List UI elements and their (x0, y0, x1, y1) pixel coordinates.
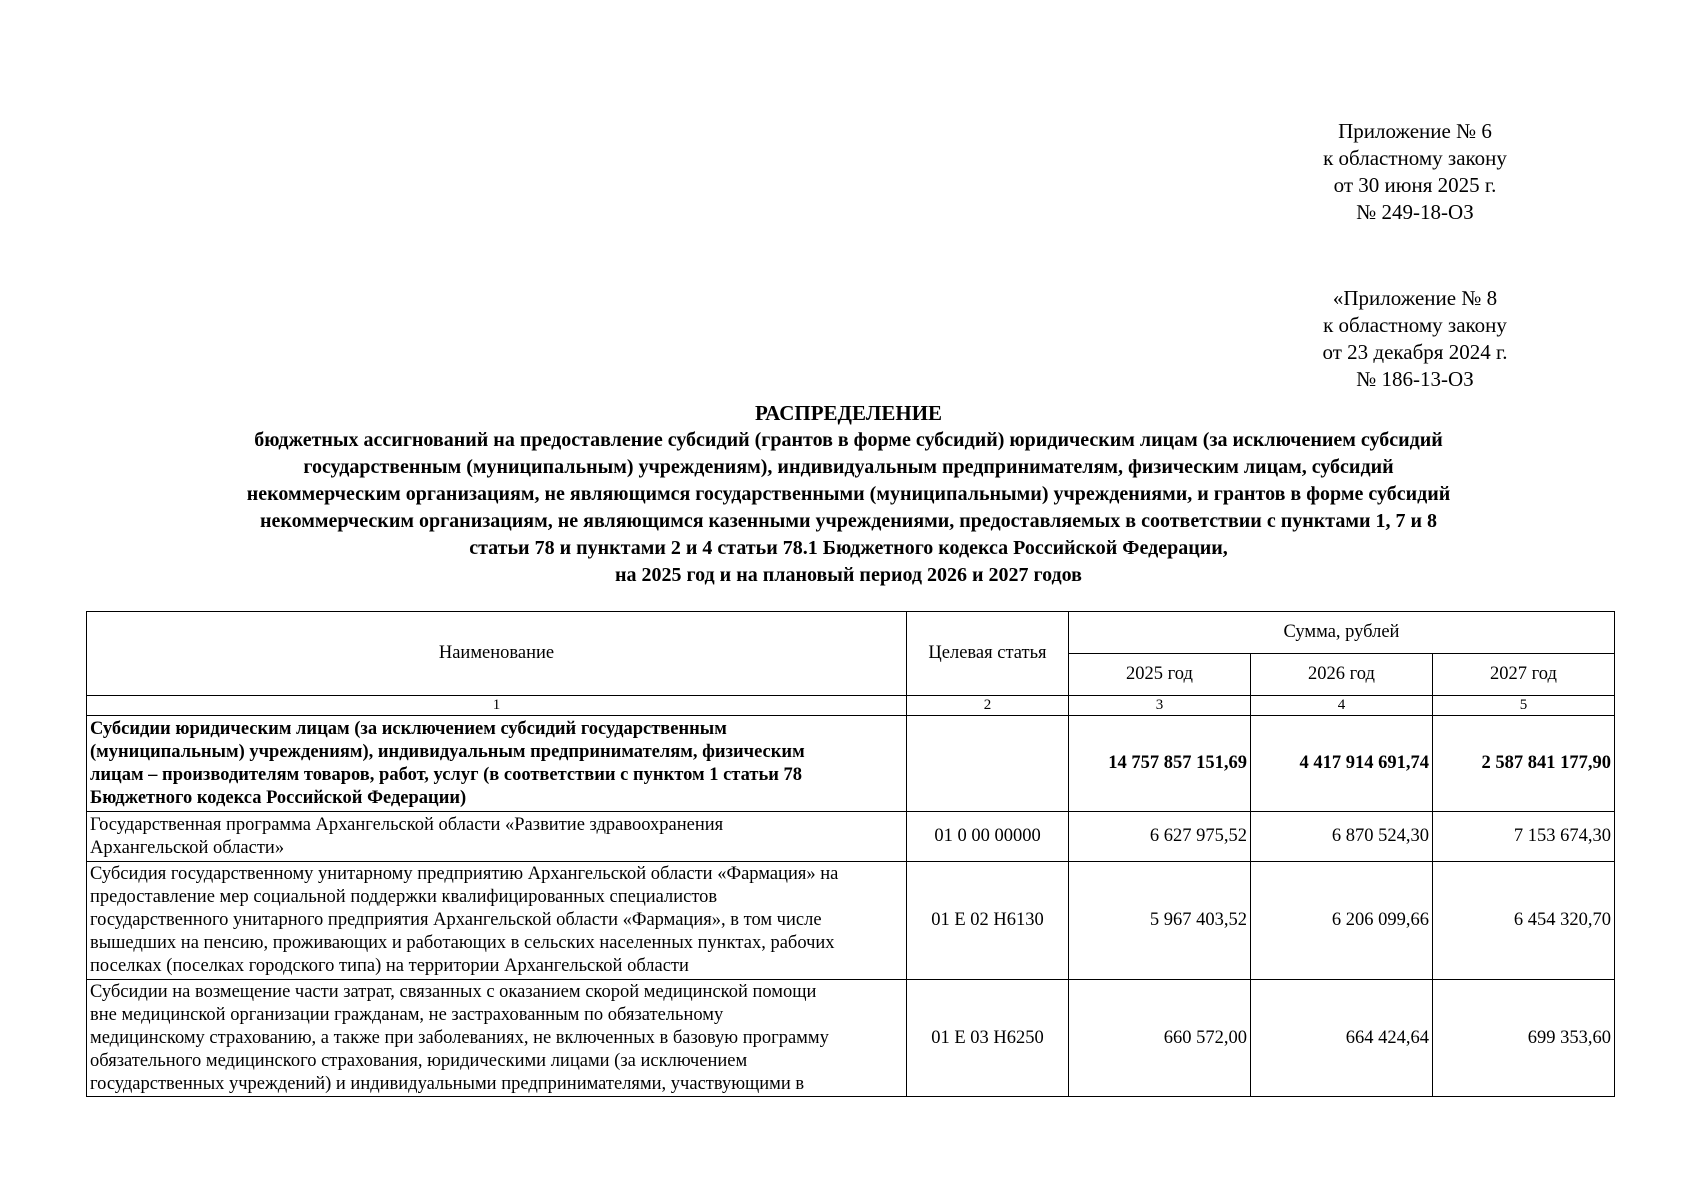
row-name-line: государственного унитарного предприятия Архангельской области «Фармация», в том числе (90, 910, 822, 930)
row-target (907, 716, 1069, 812)
column-number-row (87, 696, 1615, 716)
row-name-line: обязательного медицинского страхования, юридическими лицами (за исключением (90, 1051, 748, 1071)
column-number: 4 (1251, 696, 1433, 716)
annex-line: № 186-13-ОЗ (1356, 367, 1474, 391)
heading-line: бюджетных ассигнований на предоставление субсидий (грантов в форме субсидий) юридическим лицам (за исключением субсидий (254, 429, 1443, 451)
header-year-2025: 2025 год (1069, 654, 1251, 696)
column-number: 3 (1069, 696, 1251, 716)
row-name-line: Субсидии юридическим лицам (за исключением субсидий государственным (90, 718, 727, 739)
header-row (87, 612, 1615, 654)
row-sum-2026: 4 417 914 691,74 (1251, 716, 1433, 812)
row-name (87, 812, 907, 862)
row-sum-2025: 660 572,00 (1069, 980, 1251, 1097)
row-sum-2027: 2 587 841 177,90 (1433, 716, 1615, 812)
header-name: Наименование (87, 612, 907, 696)
row-name-line: поселках (поселках городского типа) на территории Архангельской области (90, 956, 689, 976)
row-sum-2025: 6 627 975,52 (1069, 812, 1251, 862)
row-name-line: вне медицинской организации гражданам, не застрахованным по обязательному (90, 1005, 724, 1025)
annex-line: № 249-18-ОЗ (1356, 200, 1474, 224)
row-target: 01 Е 02 Н6130 (907, 862, 1069, 980)
row-target: 01 Е 03 Н6250 (907, 980, 1069, 1097)
row-name-line: медицинскому страхованию, а также при заболеваниях, не включенных в базовую программу (90, 1028, 829, 1048)
row-sum-2025: 14 757 857 151,69 (1069, 716, 1251, 812)
row-name (87, 980, 907, 1097)
row-name-line: Субсидия государственному унитарному предприятию Архангельской области «Фармация» на (90, 864, 839, 884)
header-sum: Сумма, рублей (1069, 612, 1615, 654)
annex-current-reference (1265, 118, 1565, 226)
table-row (87, 980, 1615, 1097)
heading-line: статьи 78 и пунктами 2 и 4 статьи 78.1 Бюджетного кодекса Российской Федерации, (469, 537, 1228, 559)
annex-line: к областному закону (1323, 313, 1507, 337)
heading-line: некоммерческим организациям, не являющимся государственными (муниципальными) учреждениями, и грантов в форме субсидий (246, 483, 1451, 505)
heading-line: на 2025 год и на плановый период 2026 и 2027 годов (615, 564, 1082, 586)
row-target: 01 0 00 00000 (907, 812, 1069, 862)
header-target: Целевая статья (907, 612, 1069, 696)
row-sum-2026: 6 870 524,30 (1251, 812, 1433, 862)
row-name-line: Субсидии на возмещение части затрат, связанных с оказанием скорой медицинской помощи (90, 982, 817, 1002)
annex-previous-reference (1265, 285, 1565, 393)
row-name-line: вышедших на пенсию, проживающих и работающих в сельских населенных пунктах, рабочих (90, 933, 835, 953)
heading-line: государственным (муниципальным) учреждениям), индивидуальным предпринимателям, физическим лицам, субсидий (303, 456, 1394, 478)
row-name (87, 716, 907, 812)
header-year-2027: 2027 год (1433, 654, 1615, 696)
annex-line: «Приложение № 8 (1332, 286, 1498, 310)
row-sum-2027: 7 153 674,30 (1433, 812, 1615, 862)
table-row (87, 862, 1615, 980)
row-sum-2027: 699 353,60 (1433, 980, 1615, 1097)
document-title: РАСПРЕДЕЛЕНИЕ (754, 401, 943, 425)
budget-table (86, 611, 1615, 1097)
row-name (87, 862, 907, 980)
row-name-line: (муниципальным) учреждениям), индивидуальным предпринимателям, физическим (90, 741, 805, 762)
table-row (87, 716, 1615, 812)
annex-line: Приложение № 6 (1338, 119, 1492, 143)
column-number: 5 (1433, 696, 1615, 716)
row-name-line: Бюджетного кодекса Российской Федерации) (90, 787, 467, 808)
document-heading (95, 400, 1602, 589)
annex-line: к областному закону (1323, 146, 1507, 170)
header-year-2026: 2026 год (1251, 654, 1433, 696)
column-number: 1 (87, 696, 907, 716)
row-name-line: лицам – производителям товаров, работ, услуг (в соответствии с пунктом 1 статьи 78 (90, 764, 803, 785)
row-name-line: Государственная программа Архангельской области «Развитие здравоохранения (90, 814, 724, 835)
row-name-line: государственных учреждений) и индивидуальными предпринимателями, участвующими в (90, 1074, 805, 1094)
row-sum-2026: 6 206 099,66 (1251, 862, 1433, 980)
annex-line: от 23 декабря 2024 г. (1322, 340, 1508, 364)
row-sum-2027: 6 454 320,70 (1433, 862, 1615, 980)
row-name-line: предоставление мер социальной поддержки квалифицированных специалистов (90, 887, 718, 907)
row-sum-2025: 5 967 403,52 (1069, 862, 1251, 980)
annex-line: от 30 июня 2025 г. (1333, 173, 1497, 197)
row-sum-2026: 664 424,64 (1251, 980, 1433, 1097)
row-name-line: Архангельской области» (90, 837, 285, 858)
heading-line: некоммерческим организациям, не являющимся казенными учреждениями, предоставляемых в соответствии с пунктами 1, 7 и 8 (259, 510, 1438, 532)
table-row (87, 812, 1615, 862)
column-number: 2 (907, 696, 1069, 716)
